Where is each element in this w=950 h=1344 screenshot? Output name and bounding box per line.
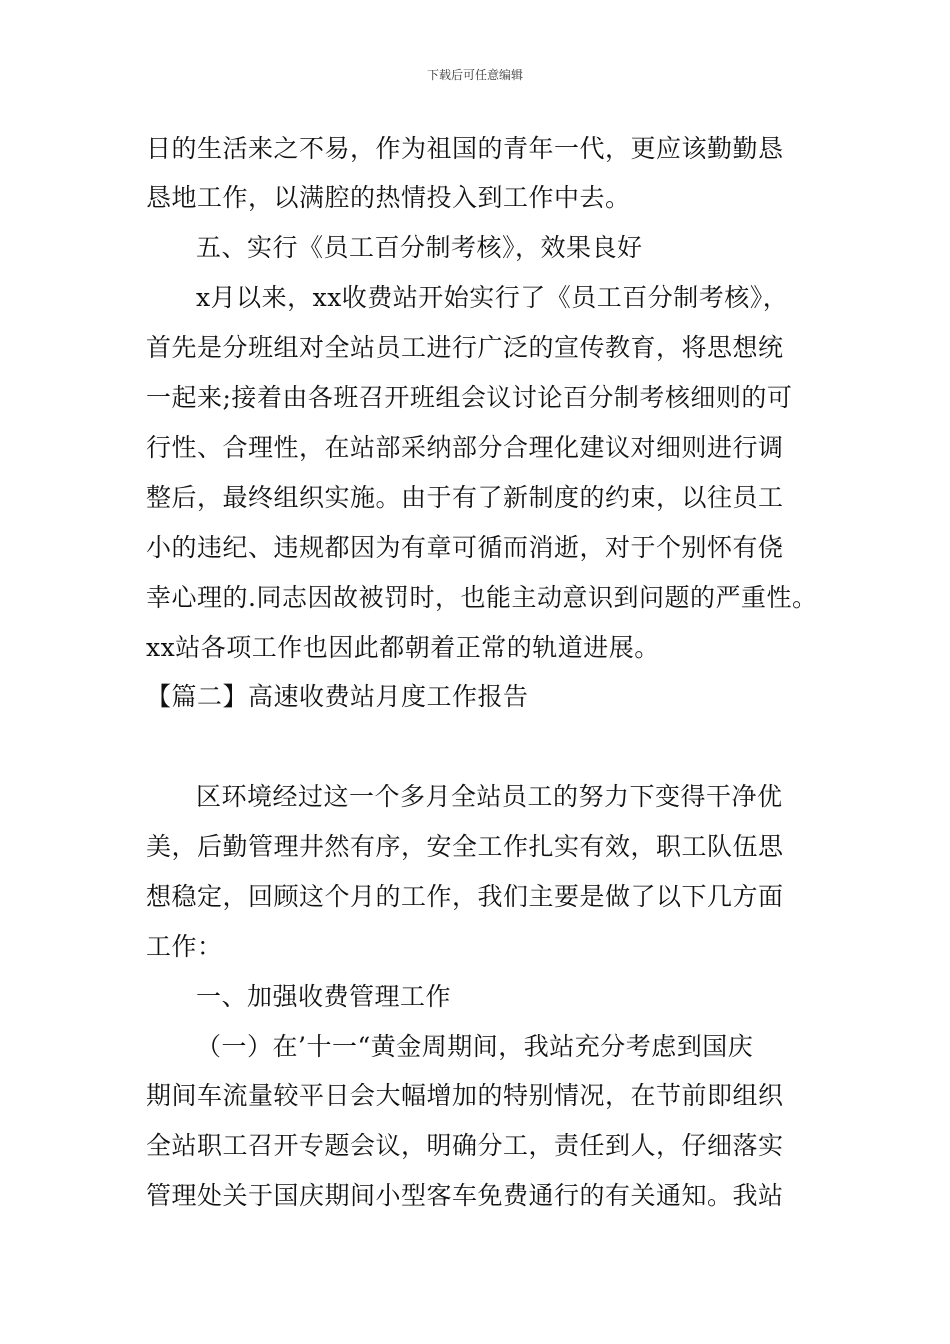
- section-heading: 五、实行《员工百分制考核》，效果良好: [196, 233, 643, 262]
- text-line: 工作：: [146, 932, 223, 961]
- page-header: 下载后可任意编辑: [426, 68, 523, 82]
- text-line: 整后，最终组织实施。由于有了新制度的约束，以往员工: [146, 483, 784, 512]
- text-line: 全站职工召开专题会议，明确分工，责任到人，仔细落实: [146, 1131, 784, 1160]
- text-line: 幸心理的.同志因故被罚时，也能主动意识到问题的严重性。: [146, 583, 818, 612]
- text-line: x月以来，xx收费站开始实行了《员工百分制考核》，: [196, 283, 789, 312]
- text-line: 行性、合理性，在站部采纳部分合理化建议对细则进行调: [146, 433, 784, 462]
- text-line: 管理处关于国庆期间小型客车免费通行的有关通知。我站: [146, 1181, 784, 1210]
- text-line: xx站各项工作也因此都朝着正常的轨道进展。: [146, 633, 660, 662]
- text-line: 恳地工作，以满腔的热情投入到工作中去。: [146, 183, 631, 212]
- text-line: 首先是分班组对全站员工进行广泛的宣传教育，将思想统: [146, 333, 784, 362]
- text-line: 一起来;接着由各班召开班组会议讨论百分制考核细则的可: [146, 383, 793, 412]
- text-line: （一）在’十一“黄金周期间，我站充分考虑到国庆: [196, 1032, 754, 1061]
- section-heading: 一、加强收费管理工作: [196, 982, 452, 1011]
- text-line: 区环境经过这一个多月全站员工的努力下变得干净优: [196, 782, 783, 811]
- text-line: 期间车流量较平日会大幅增加的特别情况，在节前即组织: [146, 1081, 784, 1110]
- text-line: 想稳定，回顾这个月的工作，我们主要是做了以下几方面: [146, 882, 784, 911]
- part-title: 【篇二】高速收费站月度工作报告: [146, 682, 529, 711]
- text-line: 日的生活来之不易，作为祖国的青年一代，更应该勤勤恳: [146, 134, 784, 163]
- text-line: 美，后勤管理井然有序，安全工作扎实有效，职工队伍思: [146, 832, 784, 861]
- text-line: 小的违纪、违规都因为有章可循而消逝，对于个别怀有侥: [146, 533, 784, 562]
